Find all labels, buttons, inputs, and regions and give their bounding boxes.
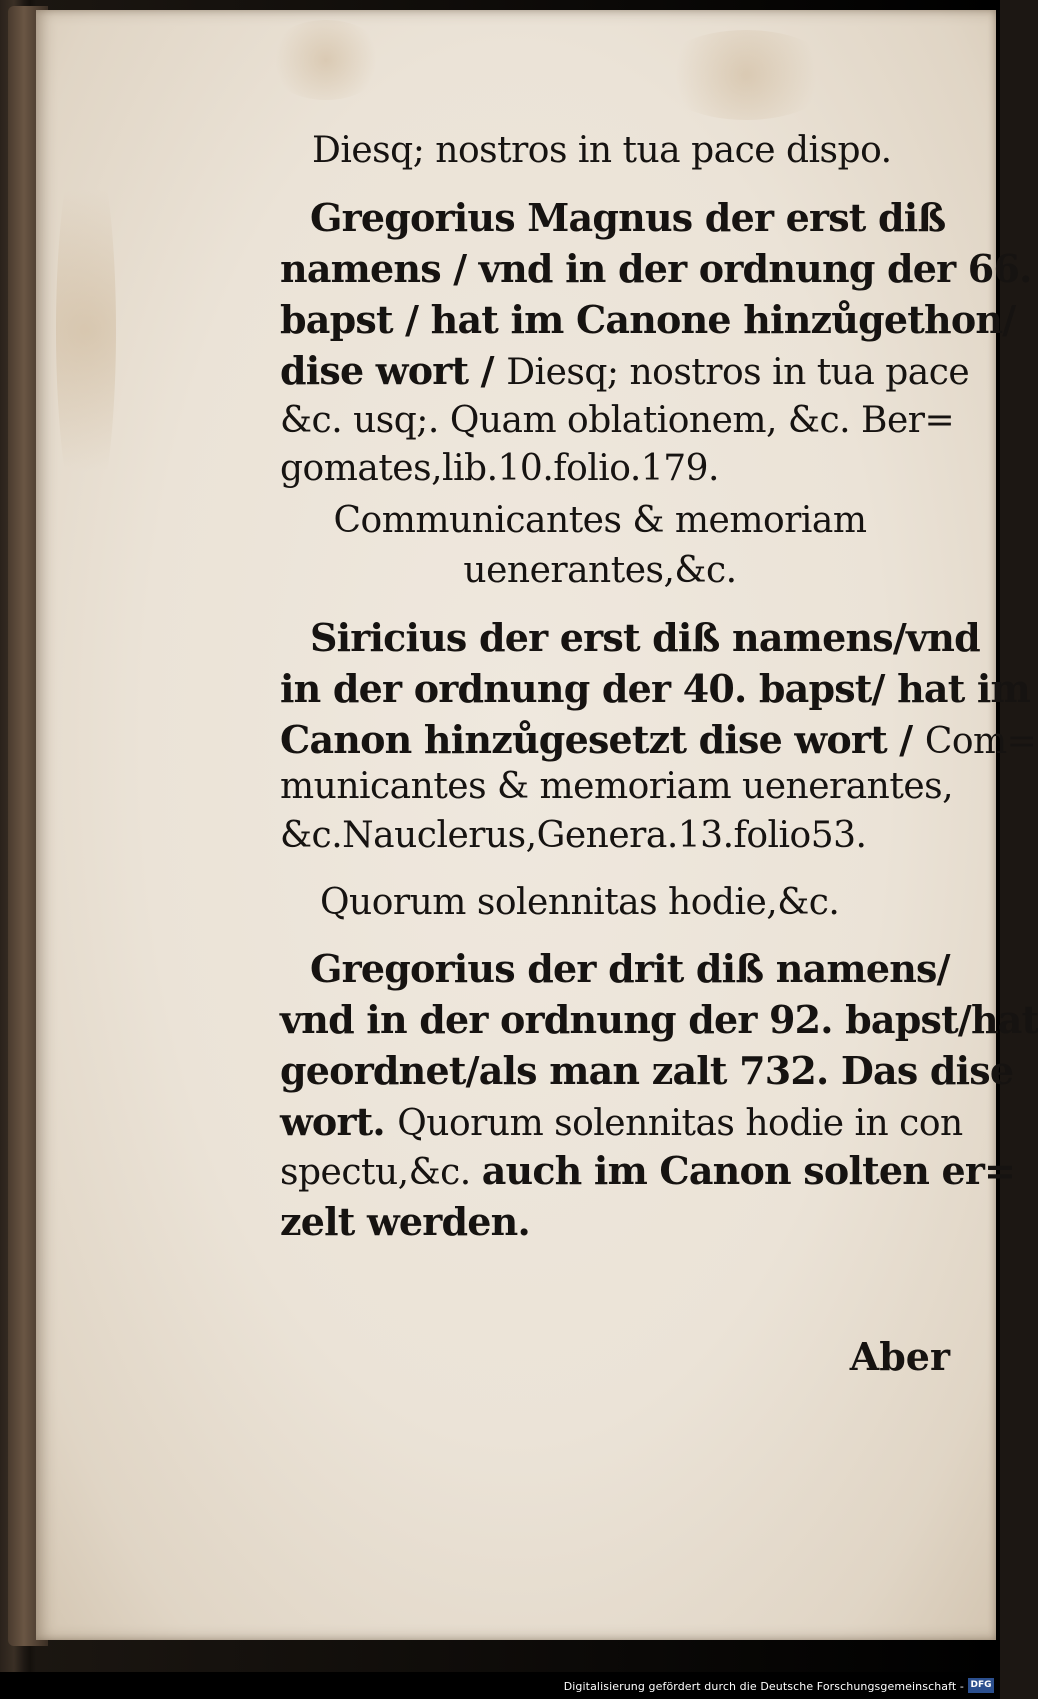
text-line <box>280 1099 963 1144</box>
text-segment: Canon hinzůgesetzt dise wort / <box>280 717 925 762</box>
text-line <box>280 348 970 393</box>
text-segment: uenerantes,&c. <box>463 550 737 591</box>
text-segment: zelt werden. <box>280 1199 530 1244</box>
paper-stain <box>56 130 116 530</box>
text-segment: in der ordnung der 40. bapst/ hat im <box>280 666 1030 711</box>
text-line <box>280 717 1037 762</box>
text-line <box>280 1048 1014 1093</box>
text-segment: spectu,&c. <box>280 1152 482 1193</box>
text-segment: gomates,lib.10.folio.179. <box>280 448 719 489</box>
text-segment: Diesq; nostros in tua pace dispo. <box>312 130 892 171</box>
text-line <box>280 815 867 856</box>
text-segment: vnd in der ordnung der 92. bapst/hat <box>280 997 1038 1042</box>
text-segment: Quorum solennitas hodie in con <box>397 1103 963 1144</box>
text-line <box>280 666 1030 711</box>
text-segment: &c. usq;. Quam oblationem, &c. Ber= <box>280 400 955 441</box>
text-line <box>310 195 946 240</box>
text-segment: Quorum solennitas hodie,&c. <box>320 882 840 923</box>
text-line <box>280 297 1016 342</box>
text-segment: &c.Nauclerus,Genera.13.folio53. <box>280 815 867 856</box>
text-line <box>280 400 955 441</box>
footer-credit: Digitalisierung gefördert durch die Deutsche Forschungsgemeinschaft - <box>563 1680 964 1693</box>
text-segment: bapst / hat im Canone hinzůgethon/ <box>280 297 1016 342</box>
text-line <box>280 997 1038 1042</box>
text-segment: geordnet/als man zalt 732. Das dise <box>280 1048 1014 1093</box>
text-line <box>280 246 1032 291</box>
text-line <box>280 766 954 807</box>
text-line <box>280 1199 530 1244</box>
paper-stain <box>656 30 836 120</box>
text-segment: Siricius der erst diß namens/vnd <box>310 615 980 660</box>
text-segment: Com= <box>924 721 1037 762</box>
text-line <box>310 946 950 991</box>
text-line <box>312 130 892 171</box>
dfg-logo: DFG <box>968 1678 994 1693</box>
text-segment: namens / vnd in der ordnung der 66. <box>280 246 1032 291</box>
text-line <box>280 500 920 541</box>
text-segment: dise wort / <box>280 348 507 393</box>
text-segment: Communicantes & memoriam <box>333 500 867 541</box>
text-line <box>320 882 840 923</box>
text-line <box>310 615 980 660</box>
text-line <box>280 1148 1016 1193</box>
text-segment: wort. <box>280 1099 398 1144</box>
text-segment: municantes & memoriam uenerantes, <box>280 766 954 807</box>
paper-stain <box>266 20 386 100</box>
text-segment: auch im Canon solten er= <box>481 1148 1016 1193</box>
text-segment: Gregorius der drit diß namens/ <box>310 946 950 991</box>
text-segment: Diesq; nostros in tua pace <box>506 352 970 393</box>
text-line <box>280 448 719 489</box>
text-line <box>280 550 920 591</box>
text-segment: Gregorius Magnus der erst diß <box>310 195 946 240</box>
catchword: Aber <box>849 1334 950 1379</box>
